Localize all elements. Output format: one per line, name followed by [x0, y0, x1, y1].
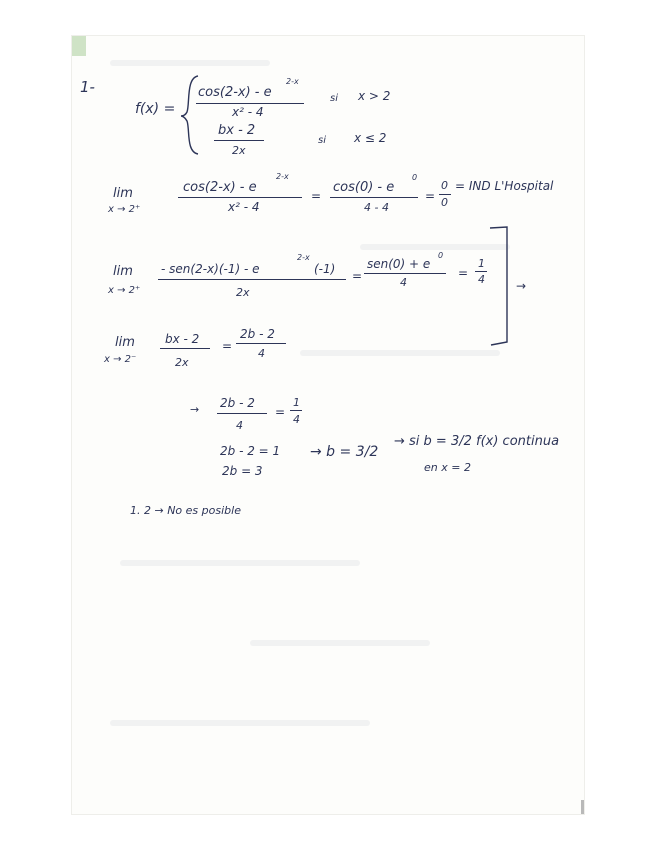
step3-numerator-evaluated: 2b - 2 [240, 327, 275, 341]
case2-numerator: bx - 2 [218, 123, 256, 138]
equation-line: 2b - 2 = 1 [220, 444, 281, 458]
step1-numerator: cos(2-x) - e [183, 180, 257, 195]
fraction-bar [214, 140, 264, 141]
limit-subscript: x → 2⁻ [104, 354, 137, 365]
fraction-bar [330, 197, 418, 198]
step1-numerator-evaluated: cos(0) - e [333, 180, 395, 195]
equals-sign: = [352, 269, 363, 283]
case2-si: si [318, 135, 326, 146]
case1-condition: x > 2 [358, 89, 391, 103]
step2-numerator-evaluated: sen(0) + e [367, 257, 431, 271]
continuity-conclusion: → si b = 3/2 f(x) continua [394, 434, 560, 449]
fraction-bar [217, 413, 267, 414]
step3-denominator: 2x [175, 356, 189, 369]
limit-subscript: x → 2⁺ [108, 204, 141, 215]
limit-label: lim [113, 186, 133, 201]
step1-exponent: 2-x [276, 172, 289, 181]
scan-edge-mark [581, 800, 584, 814]
equals-sign: = [425, 189, 436, 203]
step2-denominator-evaluated: 4 [400, 276, 407, 289]
limit-label: lim [113, 264, 133, 279]
indeterminate-lhospital: = IND L'Hospital [455, 179, 554, 193]
equals-sign: = [458, 266, 469, 280]
fraction-bar [178, 197, 302, 198]
result-numerator: 1 [478, 257, 485, 270]
case2-condition: x ≤ 2 [354, 131, 387, 145]
step2-numerator-tail: (-1) [314, 262, 336, 276]
bracket-icon [488, 226, 510, 348]
limit-subscript: x → 2⁺ [108, 285, 141, 296]
equals-sign: = [275, 405, 286, 419]
equation-line: 2b = 3 [222, 464, 263, 478]
step2-exponent-evaluated: 0 [438, 251, 444, 260]
equals-sign: = [311, 189, 322, 203]
problem-number: 1- [80, 78, 95, 96]
case2-denominator: 2x [232, 144, 246, 157]
equation-denominator: 4 [236, 419, 243, 432]
step3-denominator-evaluated: 4 [258, 347, 265, 360]
scan-edge-mark [72, 36, 86, 56]
zero-numerator: 0 [441, 179, 448, 192]
result-denominator: 4 [478, 273, 485, 286]
step2-exponent: 2-x [297, 253, 310, 262]
step2-numerator: - sen(2-x)(-1) - e [161, 262, 260, 276]
step1-denominator: x² - 4 [228, 200, 260, 214]
continuity-point: en x = 2 [424, 461, 471, 474]
implies-arrow: → [190, 403, 200, 416]
step2-denominator: 2x [236, 286, 250, 299]
case1-denominator: x² - 4 [232, 105, 264, 119]
step1-denominator-evaluated: 4 - 4 [364, 201, 389, 214]
implies-arrow: → [516, 279, 527, 293]
zero-denominator: 0 [441, 196, 448, 209]
fraction-bar [364, 273, 446, 274]
step3-numerator: bx - 2 [165, 332, 200, 346]
scanned-page [72, 36, 584, 814]
step1-exponent-evaluated: 0 [412, 173, 418, 182]
case1-exponent: 2-x [286, 77, 299, 86]
fraction-bar [236, 343, 286, 344]
fraction-bar [158, 279, 346, 280]
equals-sign: = [222, 339, 233, 353]
result-numerator: 1 [293, 396, 300, 409]
b-value: → b = 3/2 [310, 444, 379, 460]
limit-label: lim [115, 335, 135, 350]
result-denominator: 4 [293, 413, 300, 426]
show-through [120, 560, 360, 566]
equation-numerator: 2b - 2 [220, 396, 255, 410]
show-through [110, 720, 370, 726]
show-through [110, 60, 270, 66]
note-text: 1. 2 → No es posible [130, 504, 241, 517]
fraction-bar [160, 348, 210, 349]
show-through [300, 350, 500, 356]
fraction-bar [290, 410, 302, 411]
show-through [250, 640, 430, 646]
case1-si: si [330, 93, 338, 104]
case1-numerator: cos(2-x) - e [198, 85, 272, 100]
function-lhs: f(x) = [135, 101, 176, 117]
